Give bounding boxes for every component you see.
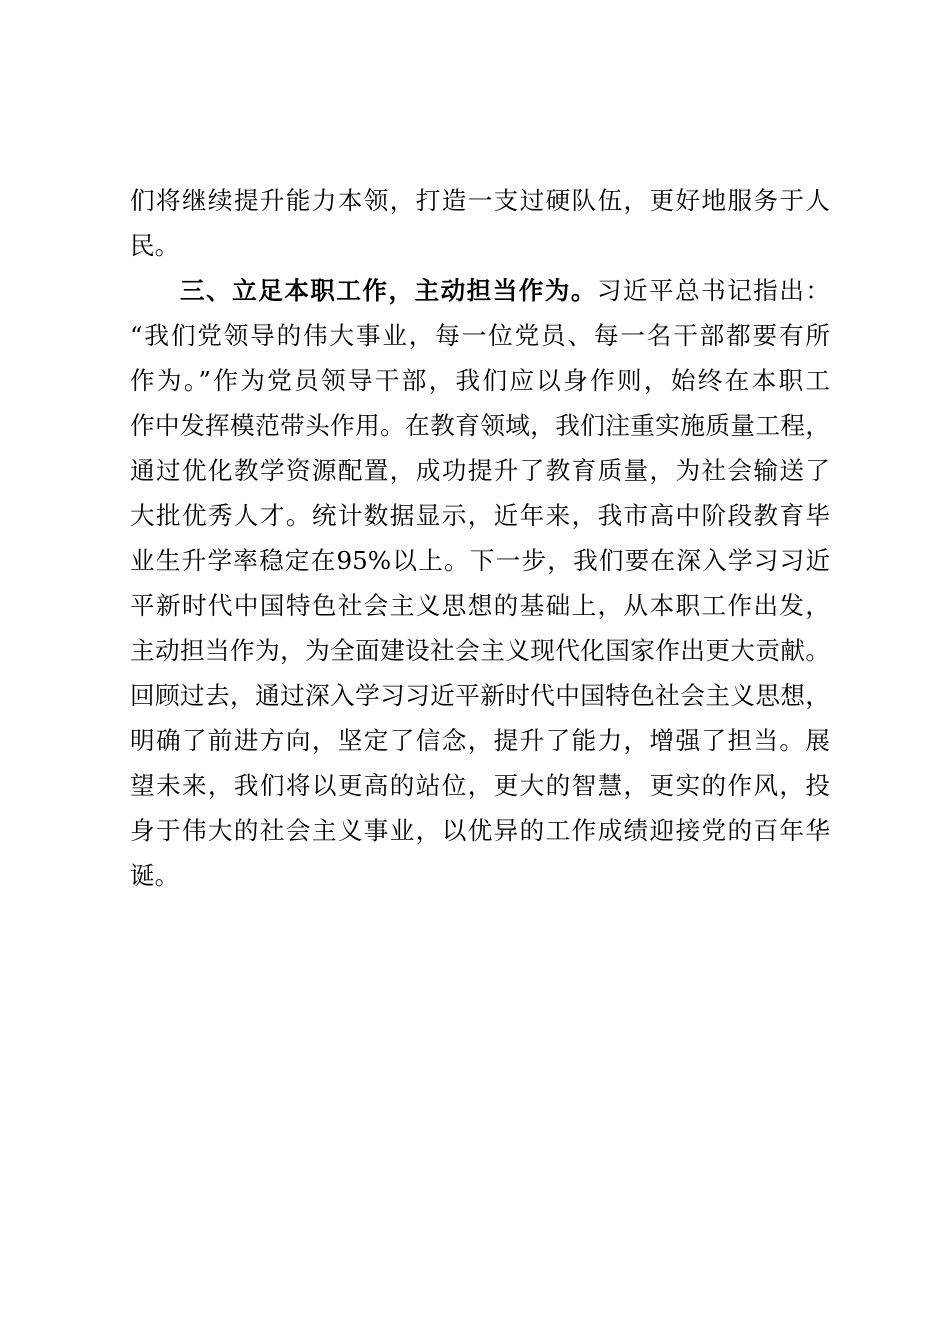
section-heading: 三、立足本职工作，主动担当作为。 <box>180 276 597 305</box>
paragraph-line: 们将继续提升能力本领，打造一支过硬队伍，更好地服务于人 <box>130 186 830 215</box>
paragraph-line: 通过优化教学资源配置，成功提升了教育质量，为社会输送了 <box>130 456 830 485</box>
section-heading-line <box>130 268 830 313</box>
paragraph-line-rest: 习近平总书记指出： <box>596 276 830 305</box>
paragraph-line: 明确了前进方向，坚定了信念，提升了能力，增强了担当。展 <box>130 726 830 755</box>
paragraph-line: 望未来，我们将以更高的站位，更大的智慧，更实的作风，投 <box>130 771 830 800</box>
paragraph-line: 回顾过去，通过深入学习习近平新时代中国特色社会主义思想， <box>130 681 830 710</box>
body-text <box>130 178 830 898</box>
paragraph-line: “我们党领导的伟大事业，每一位党员、每一名干部都要有所 <box>130 321 830 350</box>
paragraph-line: 主动担当作为，为全面建设社会主义现代化国家作出更大贡献。 <box>130 636 830 665</box>
paragraph-line: 作中发挥模范带头作用。在教育领域，我们注重实施质量工程， <box>130 411 830 440</box>
paragraph-line: 作为。”作为党员领导干部，我们应以身作则，始终在本职工 <box>130 366 830 395</box>
paragraph-line: 诞。 <box>130 861 180 890</box>
paragraph-line: 身于伟大的社会主义事业，以优异的工作成绩迎接党的百年华 <box>130 816 830 845</box>
paragraph-line: 平新时代中国特色社会主义思想的基础上，从本职工作出发， <box>130 591 830 620</box>
paragraph-line: 业生升学率稳定在95%以上。下一步，我们要在深入学习习近 <box>130 546 830 575</box>
paragraph-line: 民。 <box>130 231 180 260</box>
paragraph-line: 大批优秀人才。统计数据显示，近年来，我市高中阶段教育毕 <box>130 501 830 530</box>
